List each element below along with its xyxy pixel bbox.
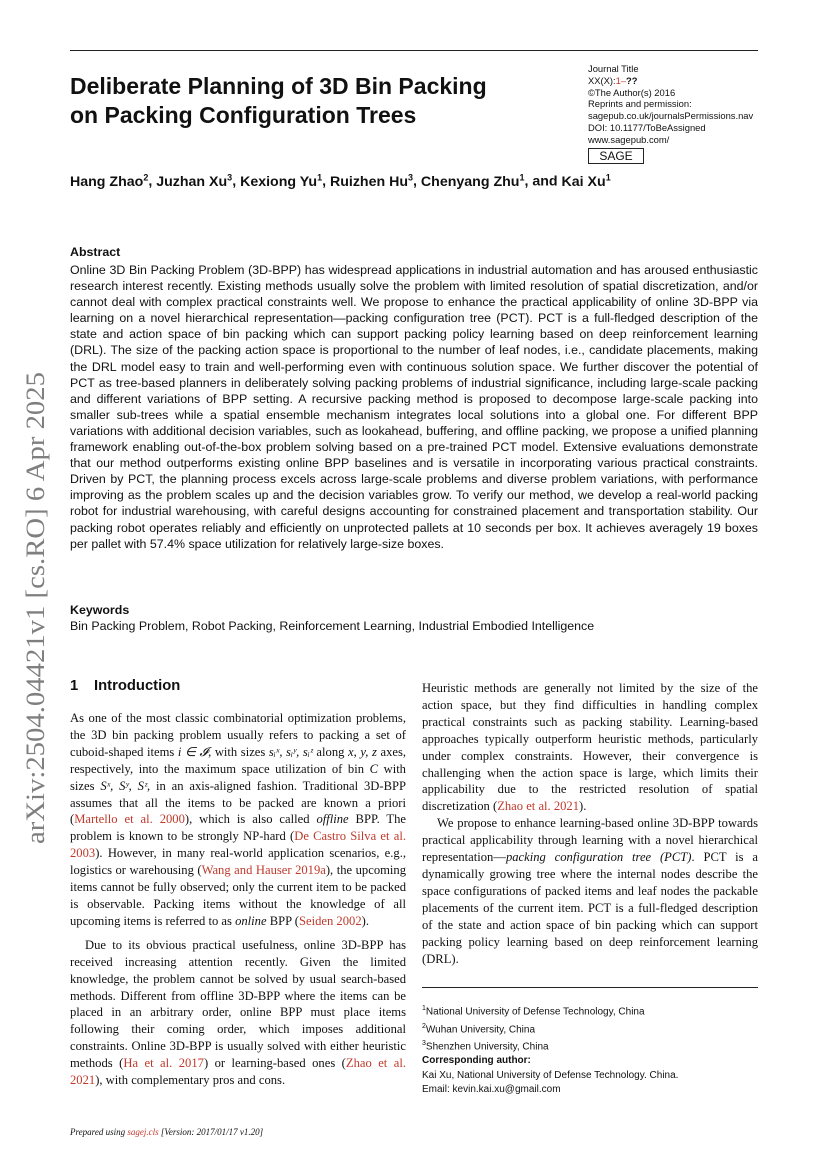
body-column-left [70, 710, 406, 1089]
sage-logo: SAGE [588, 148, 644, 164]
corresponding-author [422, 1054, 762, 1098]
body-column-right [422, 680, 758, 967]
footnote-rule [422, 987, 758, 988]
author-list: Hang Zhao$^2$, Juzhan Xu$^3$, Kexiong Yu$^1$, Ruizhen Hu$^3$, Chenyang Zhu$^1$, and Kai Xu$^1$ [70, 172, 611, 190]
citation-link[interactable]: Martello et al. 2000 [74, 812, 185, 827]
keywords-text: Bin Packing Problem, Robot Packing, Reinforcement Learning, Industrial Embodied Intelligence [70, 619, 595, 633]
journal-info [588, 63, 788, 146]
paragraph: Heuristic methods are generally not limited by the size of the action space, but they find difficulties in handling complex practical constraints such as packing stability. Learning-based approaches typically outperform heuristic methods, particularly under complex constraints. However, their convergence is challenging when the action space is large, which limits their applicability due to the restricted resolution of spatial discretization (Zhao et al. 2021). [422, 681, 758, 814]
paper-title-line1: Deliberate Planning of 3D Bin Packing [70, 73, 487, 99]
page-footer: Prepared using sagej.cls [Version: 2017/01/17 v1.20] [70, 1127, 264, 1137]
author: Kai Xu$^1$ [561, 172, 611, 190]
affiliation: $^3$Shenzhen University, China [422, 1040, 549, 1053]
journal-title: Journal Title [588, 63, 639, 74]
abstract-heading: Abstract [70, 245, 121, 259]
affiliation: $^2$Wuhan University, China [422, 1022, 536, 1035]
corresponding-address: Kai Xu, National University of Defense Technology. China. [422, 1069, 679, 1081]
keywords-heading: Keywords [70, 603, 130, 617]
paragraph: We propose to enhance learning-based online 3D-BPP towards practical applicability through learning with a novel hierarchical representation—packing configuration tree (PCT). PCT is a dynamically growing tree where the internal nodes describe the space configurations of packed items and leaf nodes the packable placements of the current item. PCT is a full-fledged description of the state and action space of bin packing which can support packing policy learning based on deep reinforcement learning (DRL). [422, 816, 758, 966]
journal-reprints: Reprints and permission: [588, 98, 692, 110]
citation-link[interactable]: Ha et al. 2017 [123, 1056, 204, 1071]
arxiv-stamp [6, 370, 56, 846]
class-file-link[interactable]: sagej.cls [127, 1127, 159, 1137]
affiliation: $^1$National University of Defense Technology, China [422, 1005, 645, 1018]
author: Ruizhen Hu$^3$ [329, 172, 414, 190]
top-rule [70, 50, 758, 51]
paragraph: Due to its obvious practical usefulness, online 3D-BPP has received increasing attention recently. Given the limited knowledge, the problem cannot be solved by usual search-based methods. Different from offline 3D-BPP where the items can be placed in an arbitrary order, online BPP must place items following their coming order, which imposes additional constraints. Online 3D-BPP is usually solved with either heuristic methods (Ha et al. 2017) or learning-based ones (Zhao et al. 2021), with complementary pros and cons. [70, 937, 406, 1088]
affiliations [422, 1002, 762, 1055]
citation-link[interactable]: Wang and Hauser 2019a [201, 863, 326, 878]
author: Chenyang Zhu$^1$ [420, 172, 525, 190]
journal-volume: XX(X):1–?? [588, 74, 638, 86]
section-number: 1 [70, 678, 79, 694]
author: Hang Zhao$^2$ [70, 172, 149, 190]
section-title: Introduction [94, 678, 181, 694]
citation-link[interactable]: De Castro Silva et al. 2003 [70, 829, 406, 861]
corresponding-email[interactable]: Email: kevin.kai.xu@gmail.com [422, 1084, 561, 1096]
citation-link[interactable]: Zhao et al. 2021 [497, 799, 580, 814]
journal-copyright: ©The Author(s) 2016 [588, 86, 676, 98]
abstract-text: Online 3D Bin Packing Problem (3D-BPP) has widespread applications in industrial automation and has aroused enthusiastic research interest recently. Existing methods usually solve the problem with limited resolution of spatial discretization, and/or cannot deal with complex practical constraints well. We propose to enhance the practical applicability of online 3D-BPP via learning on a novel hierarchical representation—packing configuration tree (PCT). PCT is a full-fledged description of the state and action space of bin packing which can support packing policy learning based on deep reinforcement learning (DRL). The size of the packing action space is proportional to the number of leaf nodes, i.e., candidate placements, making the DRL model easy to train and well-performing even with continuous solution space. We further discover the potential of PCT as tree-based planners in deliberately solving packing problems of industrial significance, including large-scale packing and different variations of BPP setting. A recursive packing method is proposed to decompose large-scale packing into smaller sub-trees while a spatial ensemble mechanism integrates local solutions into a global one. For different BPP variations with additional decision variables, such as lookahead, buffering, and offline packing, we propose a unified planning framework enabling out-of-the-box problem solving based on a pre-trained PCT model. Extensive evaluations demonstrate that our method outperforms existing online BPP baselines and is versatile in incorporating various practical constraints. Driven by PCT, the planning process excels across large-scale problems and diverse problem variations, with performance improving as the problem scales up and the decision variables grow. To verify our method, we develop a real-world packing robot for industrial warehousing, with careful designs accounting for constrained placement and transportation stability. Our packing robot operates reliably and efficiently on unprotected pallets at 10 seconds per box. It achieves averagely 19 boxes per pallet with 57.4% space utilization for relatively large-size boxes. [70, 263, 758, 551]
citation-link[interactable]: Seiden 2002 [299, 913, 362, 928]
citation-link[interactable]: Zhao et al. 2021 [70, 1056, 406, 1088]
section-heading [70, 678, 180, 694]
author: Juzhan Xu$^3$ [156, 172, 233, 190]
paper-title-line2: on Packing Configuration Trees [70, 102, 417, 128]
journal-doi: DOI: 10.1177/ToBeAssigned [588, 121, 706, 133]
author: Kexiong Yu$^1$ [240, 172, 323, 190]
journal-permissions-link[interactable]: sagepub.co.uk/journalsPermissions.nav [588, 110, 754, 122]
journal-website-link[interactable]: www.sagepub.com/ [588, 133, 670, 145]
corresponding-heading: Corresponding author: [422, 1055, 531, 1066]
arxiv-id: arXiv:2504.04421v1 [cs.RO] 6 Apr 2025 [20, 408, 50, 844]
paragraph: As one of the most classic combinatorial optimization problems, the 3D bin packing problem usually refers to packing a set of cuboid-shaped items i ∈ 𝓘, with sizes sᵢˣ, sᵢʸ, sᵢᶻ along x, y, z axes, respectively, into the maximum space utilization of bin C with sizes Sˣ, Sʸ, Sᶻ, in an axis-aligned fashion. Traditional 3D-BPP assumes that all the items to be packed are known a priori (Martello et al. 2000), which is also called offline BPP. The problem is known to be strongly NP-hard (De Castro Silva et al. 2003). However, in many real-world application scenarios, e.g., logistics or warehousing (Wang and Hauser 2019a), the upcoming items cannot be fully observed; only the current item to be packed is observable. Packing items without the knowledge of all upcoming items is referred to as online BPP (Seiden 2002). [70, 711, 407, 928]
paper-title [70, 72, 540, 130]
